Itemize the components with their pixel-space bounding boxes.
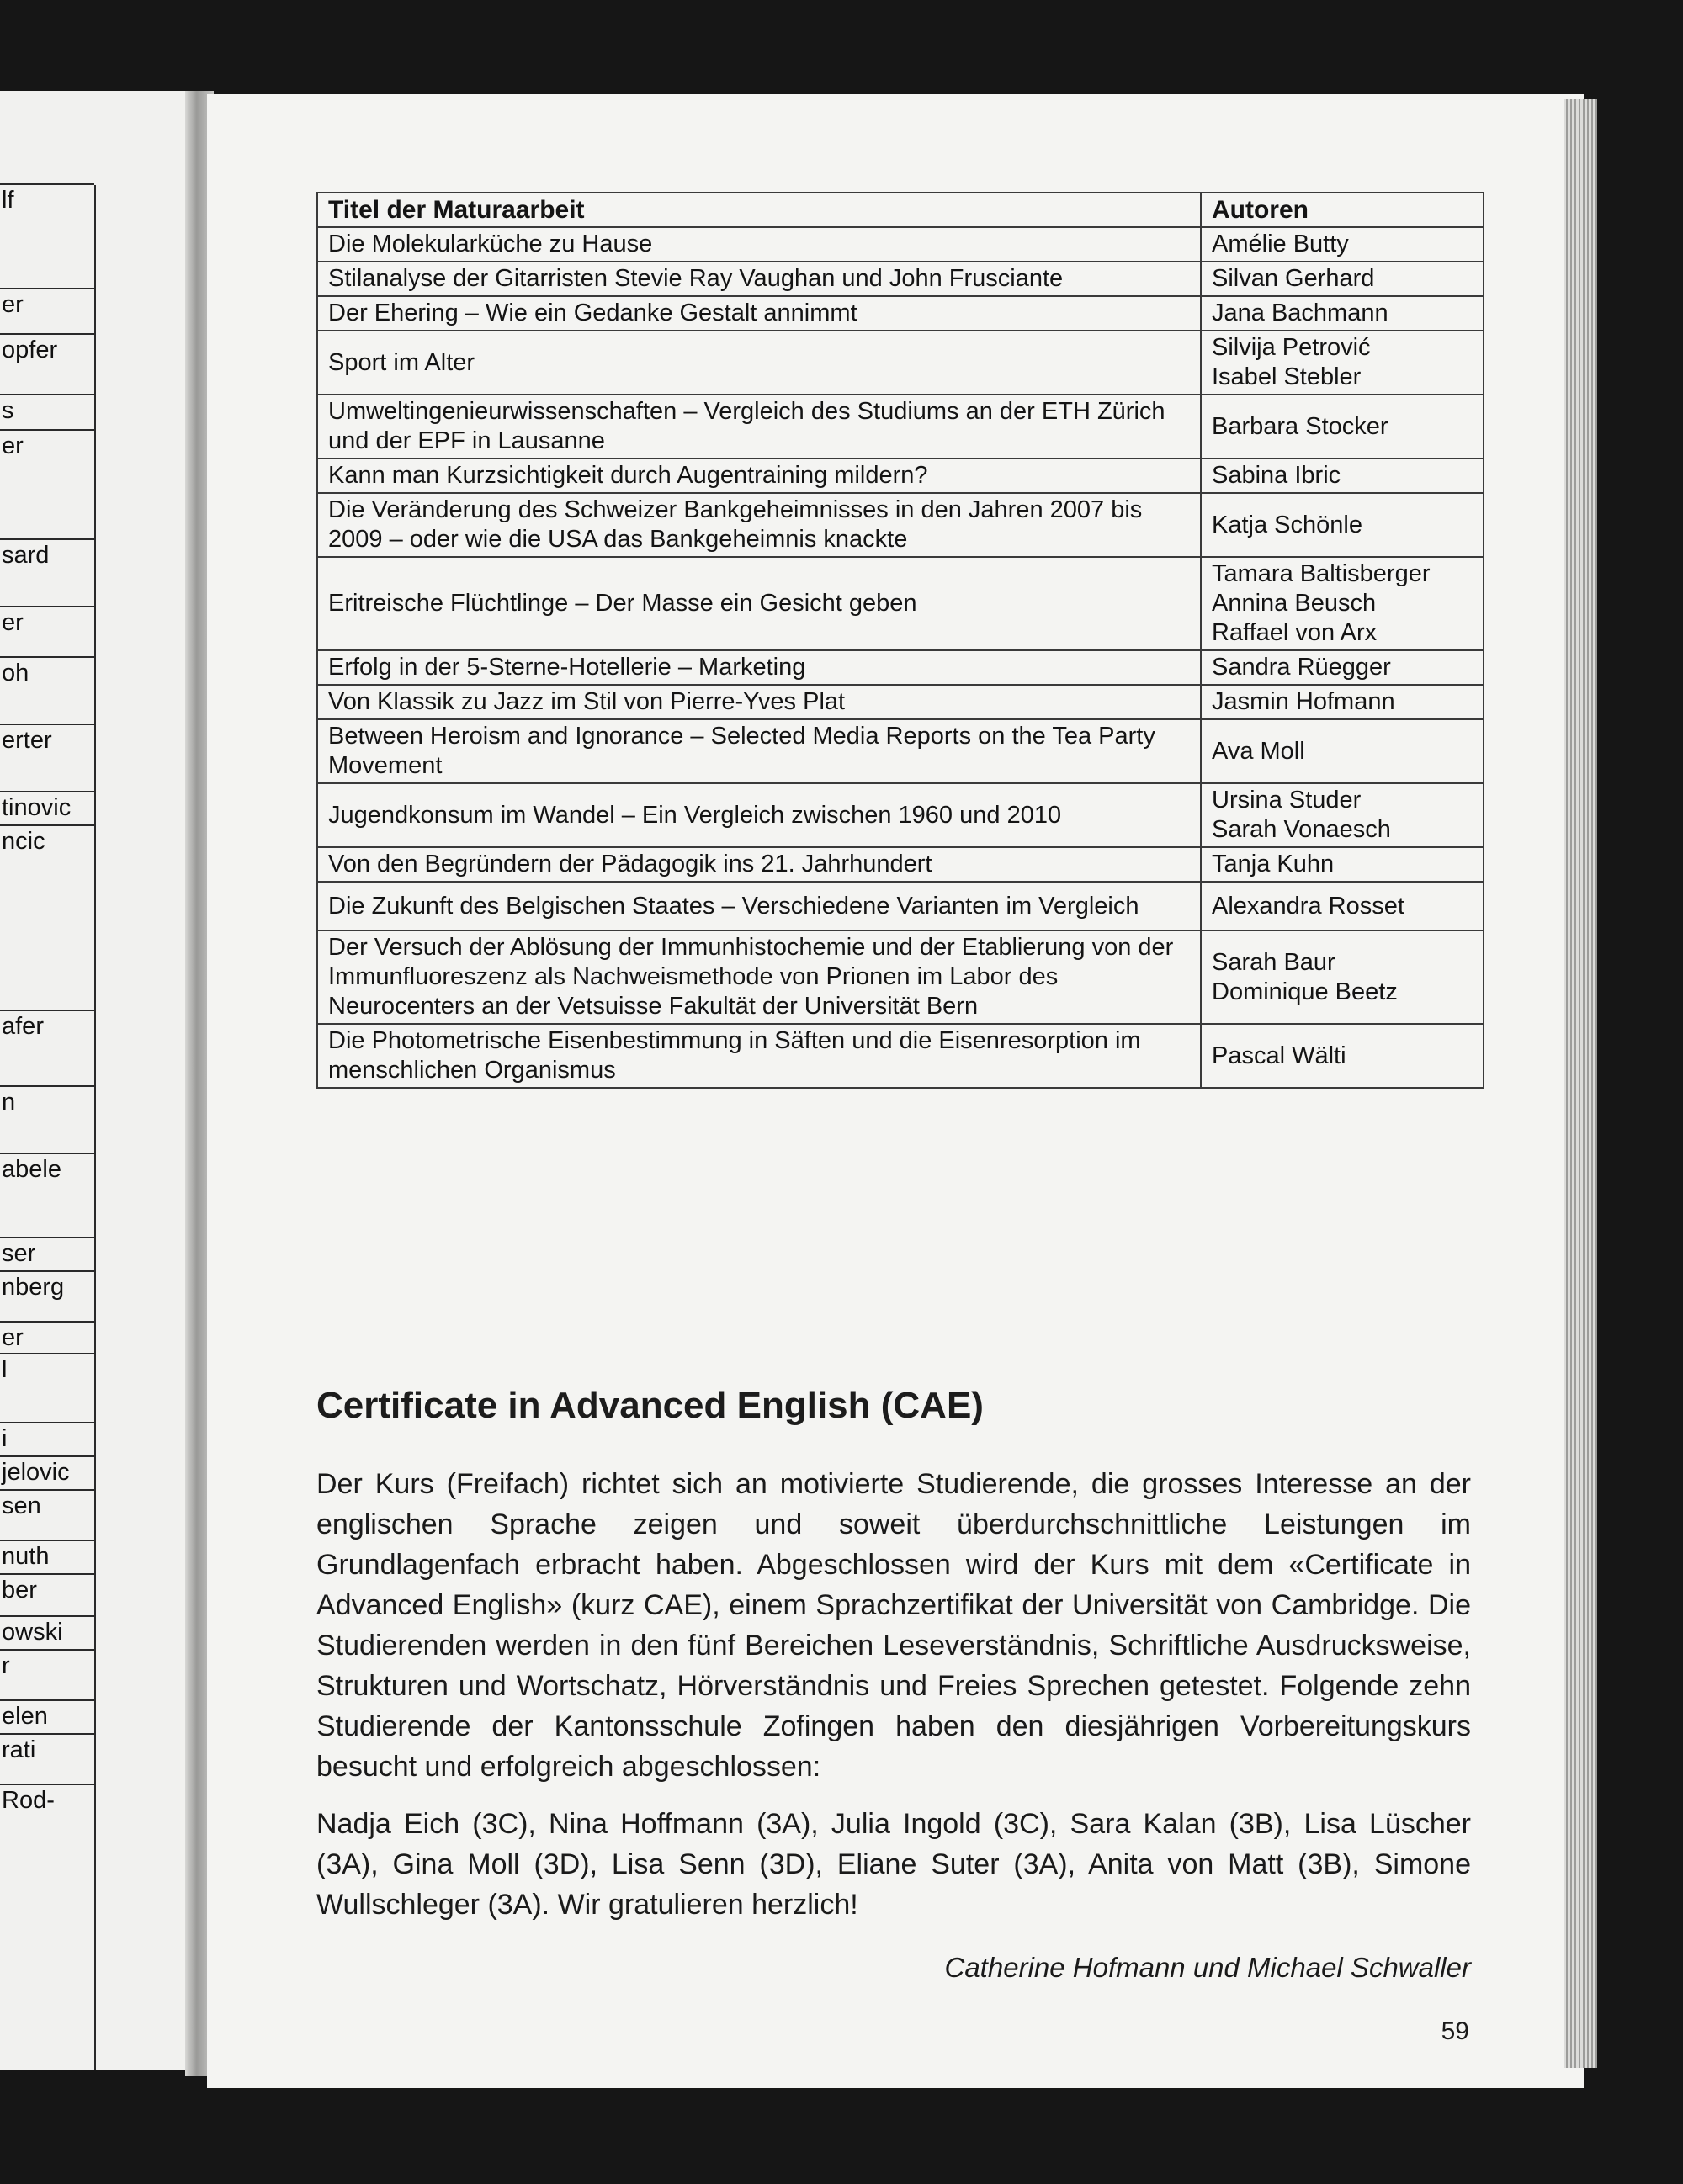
left-page-fragment: l: [0, 1353, 94, 1385]
table-row: [317, 331, 1484, 395]
left-page-fragment: erter: [0, 724, 94, 755]
row-title: Die Photometrische Eisenbestimmung in Säften und die Eisenresorption im menschlichen Organismus: [317, 1024, 1201, 1088]
left-page-fragment: opfer: [0, 333, 94, 365]
left-page-fragment: sard: [0, 538, 94, 570]
maturaarbeiten-table: [316, 192, 1484, 1089]
left-page-fragment: ser: [0, 1237, 94, 1269]
section-title: Certificate in Advanced English (CAE): [316, 1385, 984, 1426]
row-authors: Ursina Studer Sarah Vonaesch: [1201, 783, 1484, 847]
table-row: [317, 557, 1484, 650]
row-authors: Tanja Kuhn: [1201, 847, 1484, 882]
left-page-fragment: er: [0, 288, 94, 320]
table-row: [317, 296, 1484, 331]
left-page-fragment: n: [0, 1085, 94, 1117]
row-title: Between Heroism and Ignorance – Selected Media Reports on the Tea Party Movement: [317, 719, 1201, 783]
left-page-fragment: owski: [0, 1615, 94, 1647]
left-page-fragment: lf: [0, 183, 94, 215]
left-page-fragment: tinovic: [0, 791, 94, 823]
table-row: [317, 847, 1484, 882]
row-title: Eritreische Flüchtlinge – Der Masse ein Gesicht geben: [317, 557, 1201, 650]
left-page-fragment: abele: [0, 1153, 94, 1185]
page-edge: [1564, 99, 1597, 2068]
left-page-fragment: er: [0, 606, 94, 638]
header-title: Titel der Maturaarbeit: [317, 193, 1201, 227]
row-authors: Alexandra Rosset: [1201, 882, 1484, 930]
row-authors: Jasmin Hofmann: [1201, 685, 1484, 719]
row-authors: Barbara Stocker: [1201, 395, 1484, 459]
row-authors: Sandra Rüegger: [1201, 650, 1484, 685]
left-page-fragment: nuth: [0, 1540, 94, 1572]
table-row: [317, 459, 1484, 493]
page-number: 59: [1441, 2017, 1469, 2045]
row-authors: Sarah Baur Dominique Beetz: [1201, 930, 1484, 1024]
row-title: Erfolg in der 5-Sterne-Hotellerie – Marketing: [317, 650, 1201, 685]
row-authors: Silvan Gerhard: [1201, 262, 1484, 296]
row-authors: Ava Moll: [1201, 719, 1484, 783]
table-header-row: [317, 193, 1484, 227]
table-row: [317, 650, 1484, 685]
table-row: [317, 395, 1484, 459]
section-body: [316, 1464, 1471, 1942]
row-title: Sport im Alter: [317, 331, 1201, 395]
left-page-fragment: elen: [0, 1699, 94, 1731]
left-page-fragment: ncic: [0, 824, 94, 856]
signature: Catherine Hofmann und Michael Schwaller: [944, 1952, 1471, 1983]
header-authors: Autoren: [1201, 193, 1484, 227]
left-page-fragment: r: [0, 1649, 94, 1681]
row-title: Der Ehering – Wie ein Gedanke Gestalt annimmt: [317, 296, 1201, 331]
left-page-fragment: er: [0, 1321, 94, 1353]
table-row: [317, 882, 1484, 930]
left-page-fragment: oh: [0, 656, 94, 688]
table-row: [317, 262, 1484, 296]
row-authors: Jana Bachmann: [1201, 296, 1484, 331]
row-title: Die Zukunft des Belgischen Staates – Verschiedene Varianten im Vergleich: [317, 882, 1201, 930]
row-title: Die Veränderung des Schweizer Bankgeheimnisses in den Jahren 2007 bis 2009 – oder wie die USA das Bankgeheimnis knackte: [317, 493, 1201, 557]
paragraph-intro: Der Kurs (Freifach) richtet sich an motivierte Studierende, die grosses Interesse an der englischen Sprache zeigen und soweit überdurchschnittliche Leistungen im Grundlagenfach erbracht haben. Abgeschlossen wird der Kurs mit dem «Certificate in Advanced English» (kurz CAE), einem Sprachzertifikat der Universität von Cambridge. Die Studierenden werden in den fünf Bereichen Leseverständnis, Schriftliche Ausdrucksweise, Strukturen und Wortschatz, Hörverständnis und Freies Sprechen getestet. Folgende zehn Studierende der Kantonsschule Zofingen haben den diesjährigen Vorbereitungskurs besucht und erfolgreich abgeschlossen:: [316, 1468, 1471, 1783]
row-title: Der Versuch der Ablösung der Immunhistochemie und der Etablierung von der Immunfluoreszenz als Nachweismethode von Prionen im Labor des Neurocenters an der Vetsuisse Fakultät der Universität Bern: [317, 930, 1201, 1024]
row-title: Jugendkonsum im Wandel – Ein Vergleich zwischen 1960 und 2010: [317, 783, 1201, 847]
row-authors: Amélie Butty: [1201, 227, 1484, 262]
left-page-fragment: ber: [0, 1573, 94, 1605]
left-page-fragment: afer: [0, 1010, 94, 1042]
table-row: [317, 783, 1484, 847]
left-page-fragment: rati: [0, 1733, 94, 1765]
left-page-fragment: Rod-: [0, 1784, 94, 1816]
paragraph-graduates: Nadja Eich (3C), Nina Hoffmann (3A), Julia Ingold (3C), Sara Kalan (3B), Lisa Lüscher (3A), Gina Moll (3D), Lisa Senn (3D), Eliane Suter (3A), Anita von Matt (3B), Simone Wullschleger (3A). Wir gratulieren herzlich!: [316, 1808, 1471, 1921]
left-page-table-column: [0, 185, 96, 2070]
left-page-fragment: s: [0, 394, 94, 426]
table-row: [317, 1024, 1484, 1088]
row-authors: Tamara Baltisberger Annina Beusch Raffael von Arx: [1201, 557, 1484, 650]
row-title: Von den Begründern der Pädagogik ins 21. Jahrhundert: [317, 847, 1201, 882]
row-title: Stilanalyse der Gitarristen Stevie Ray Vaughan und John Frusciante: [317, 262, 1201, 296]
row-authors: Silvija Petrović Isabel Stebler: [1201, 331, 1484, 395]
left-page-fragment: i: [0, 1422, 94, 1454]
table-row: [317, 685, 1484, 719]
table-row: [317, 493, 1484, 557]
table-row: [317, 930, 1484, 1024]
left-page-fragment: nberg: [0, 1270, 94, 1302]
table-row: [317, 227, 1484, 262]
row-authors: Pascal Wälti: [1201, 1024, 1484, 1088]
left-facing-page: [0, 91, 195, 2070]
left-page-fragment: er: [0, 429, 94, 461]
row-title: Umweltingenieurwissenschaften – Vergleich des Studiums an der ETH Zürich und der EPF in Lausanne: [317, 395, 1201, 459]
row-authors: Katja Schönle: [1201, 493, 1484, 557]
table-row: [317, 719, 1484, 783]
row-title: Die Molekularküche zu Hause: [317, 227, 1201, 262]
row-title: Kann man Kurzsichtigkeit durch Augentraining mildern?: [317, 459, 1201, 493]
left-page-fragment: jelovic: [0, 1455, 94, 1487]
left-page-fragment: sen: [0, 1489, 94, 1521]
row-title: Von Klassik zu Jazz im Stil von Pierre-Yves Plat: [317, 685, 1201, 719]
row-authors: Sabina Ibric: [1201, 459, 1484, 493]
